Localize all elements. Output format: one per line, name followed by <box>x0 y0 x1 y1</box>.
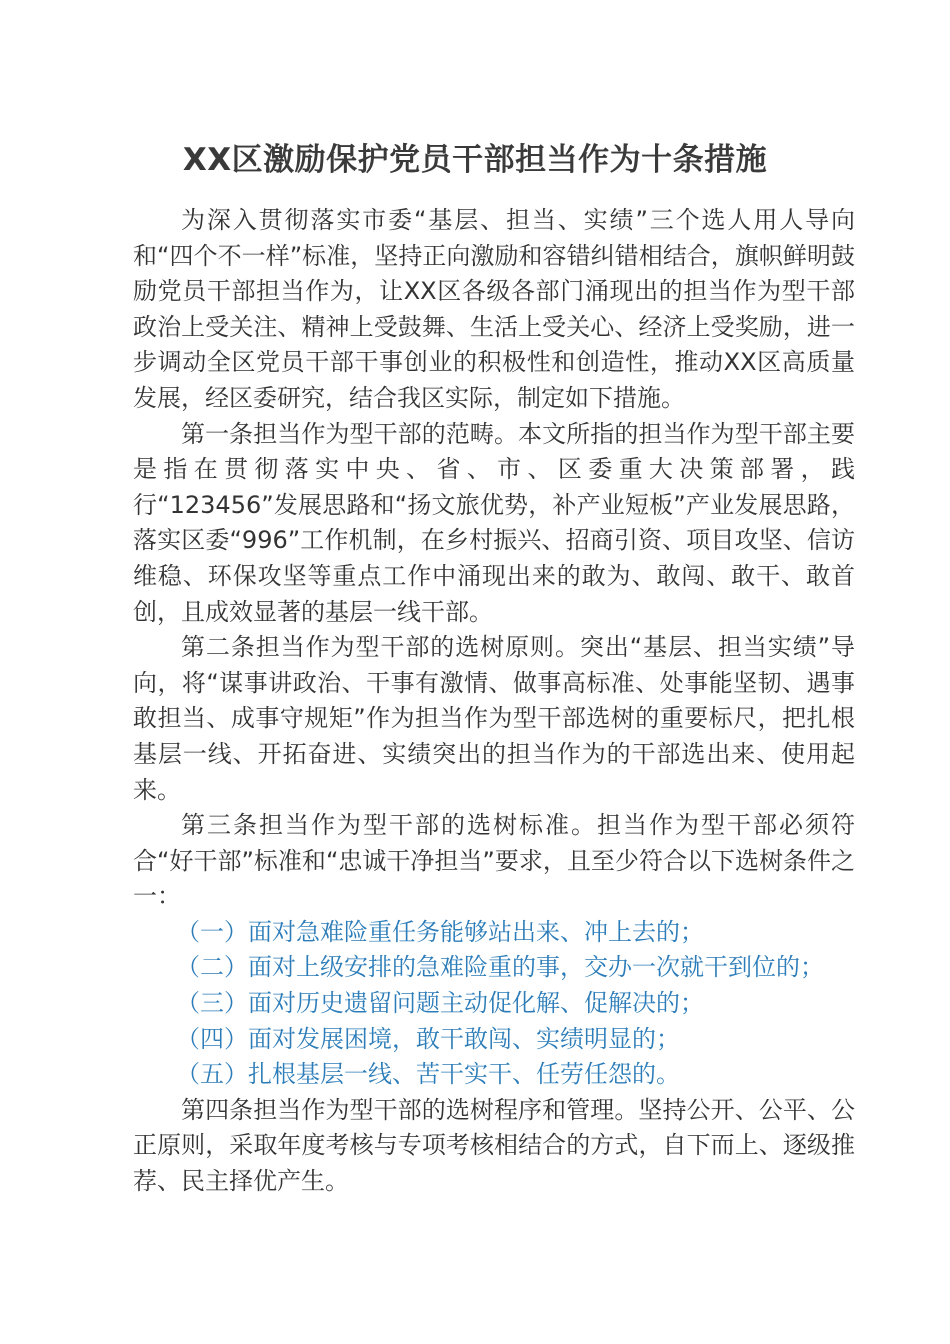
criteria-item: （四）面对发展困境，敢干敢闯、实绩明显的； <box>176 1024 680 1053</box>
article-1-paragraph: 第一条担当作为型干部的范畴。本文所指的担当作为型干部主要是指在贯彻落实中央、省、市、区委重大决策部署，践行“123456”发展思路和“扬文旅优势，补产业短板”产业发展思路，落实区委“996”工作机制，在乡村振兴、招商引资、项目攻坚、信访维稳、环保攻坚等重点工作中涌现出来的敢为、敢闯、敢干、敢首创，且成效显著的基层一线干部。 <box>133 419 855 626</box>
criteria-item: （一）面对急难险重任务能够站出来、冲上去的； <box>176 917 704 946</box>
document-title: XX区激励保护党员干部担当作为十条措施 <box>182 142 768 178</box>
criteria-item: （二）面对上级安排的急难险重的事，交办一次就干到位的； <box>176 953 824 982</box>
intro-paragraph: 为深入贯彻落实市委“基层、担当、实绩”三个选人用人导向和“四个不一样”标准，坚持正向激励和容错纠错相结合，旗帜鲜明鼓励党员干部担当作为，让XX区各级各部门涌现出的担当作为型干部政治上受关注、精神上受鼓舞、生活上受关心、经济上受奖励，进一步调动全区党员干部干事创业的积极性和创造性，推动XX区高质量发展，经区委研究，结合我区实际，制定如下措施。 <box>133 206 855 412</box>
criteria-item: （三）面对历史遗留问题主动促化解、促解决的； <box>176 989 704 1018</box>
article-2-paragraph: 第二条担当作为型干部的选树原则。突出“基层、担当实绩”导向，将“谋事讲政治、干事有激情、做事高标准、处事能坚韧、遇事敢担当、成事守规矩”作为担当作为型干部选树的重要标尺，把扎根基层一线、开拓奋进、实绩突出的担当作为的干部选出来、使用起来。 <box>133 633 855 804</box>
criteria-item: （五）扎根基层一线、苦干实干、任劳任怨的。 <box>176 1060 680 1089</box>
document-body <box>133 203 855 1200</box>
article-3-paragraph: 第三条担当作为型干部的选树标准。担当作为型干部必须符合“好干部”标准和“忠诚干净担当”要求，且至少符合以下选树条件之一： <box>133 811 855 911</box>
criteria-list <box>133 915 855 1093</box>
article-4-paragraph: 第四条担当作为型干部的选树程序和管理。坚持公开、公平、公正原则，采取年度考核与专项考核相结合的方式，自下而上、逐级推荐、民主择优产生。 <box>133 1095 855 1196</box>
